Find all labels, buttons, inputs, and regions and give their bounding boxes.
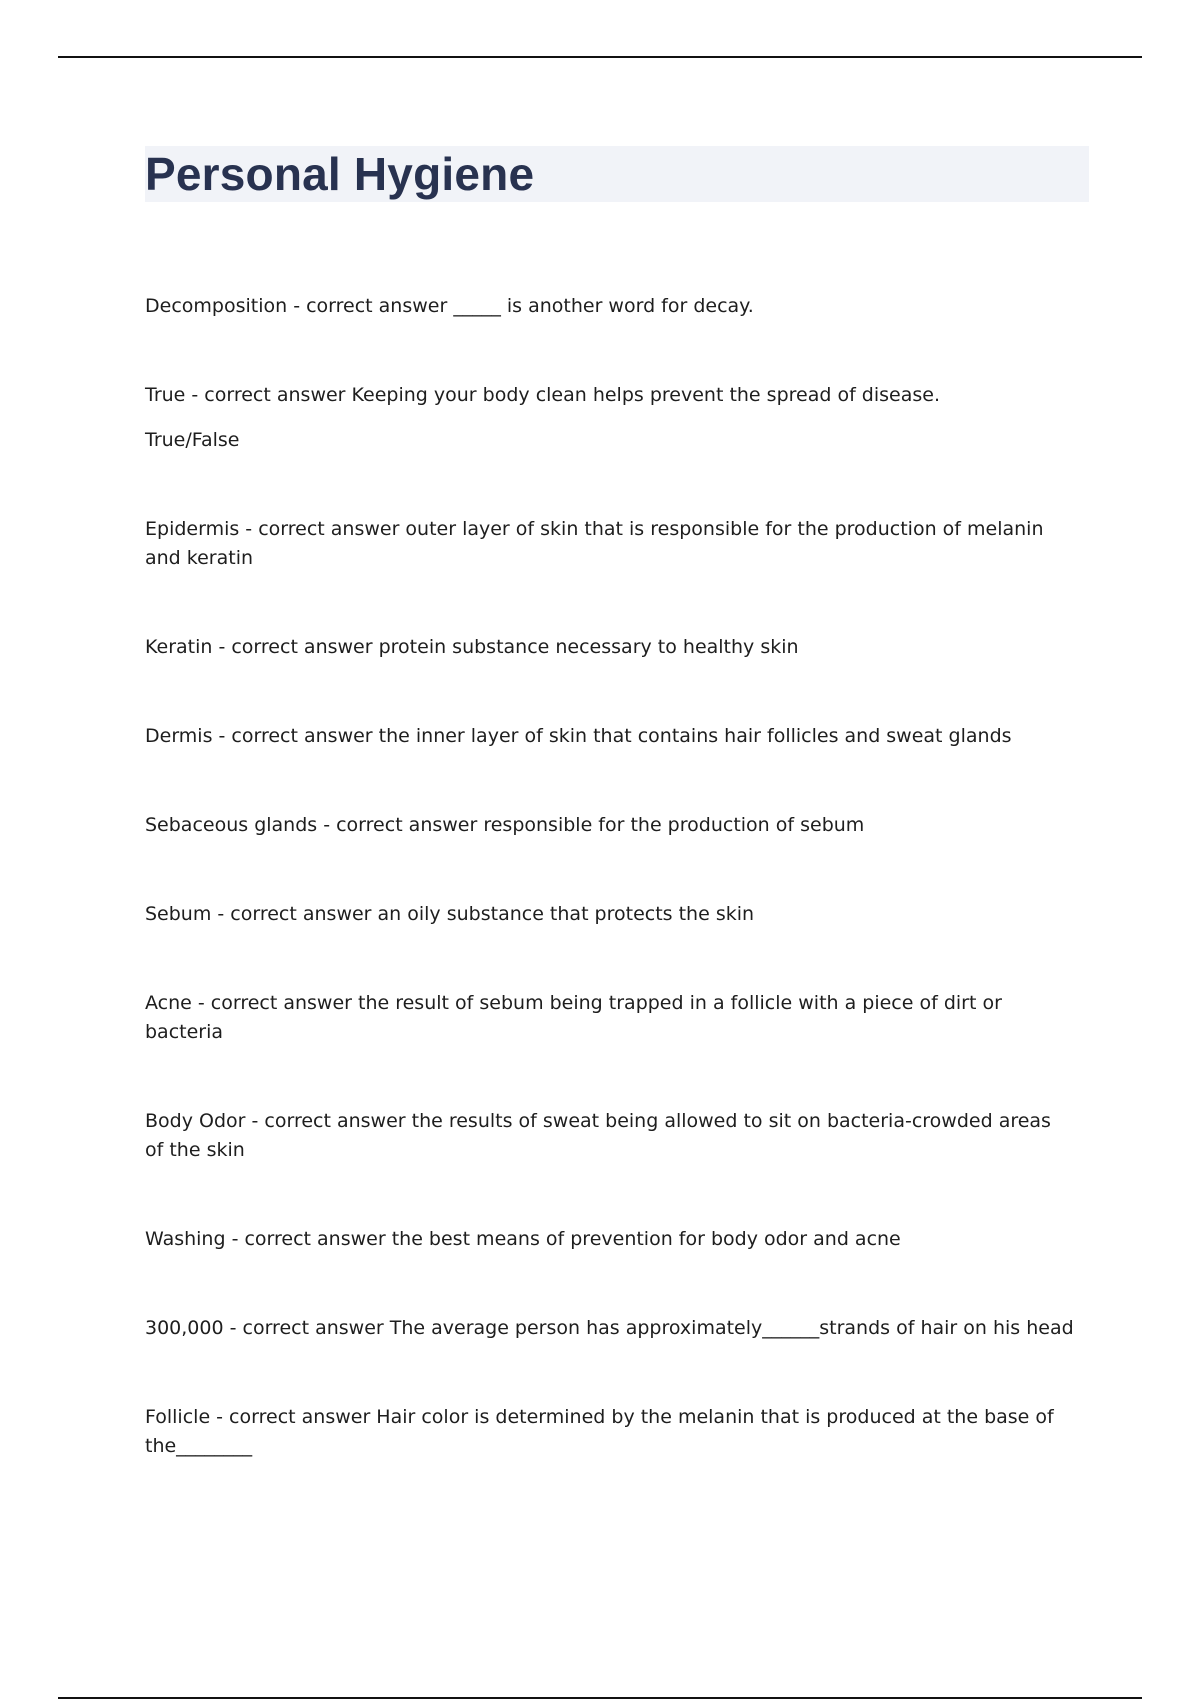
flashcard (145, 1107, 1075, 1165)
flashcard (145, 989, 1075, 1047)
flashcard-text: Sebum - correct answer an oily substance that protects the skin (145, 903, 755, 925)
flashcard (145, 292, 1075, 321)
flashcard (145, 1403, 1075, 1461)
flashcard (145, 381, 1075, 455)
flashcard-text: True - correct answer Keeping your body clean helps prevent the spread of disease. (145, 384, 941, 406)
flashcard-text: Epidermis - correct answer outer layer of skin that is responsible for the production of melanin and keratin (145, 518, 1044, 569)
flashcard-text: Dermis - correct answer the inner layer of skin that contains hair follicles and sweat glands (145, 725, 1012, 747)
flashcard-text: Decomposition - correct answer _____ is another word for decay. (145, 295, 754, 317)
flashcard-text: Washing - correct answer the best means of prevention for body odor and acne (145, 1228, 901, 1250)
top-divider (58, 56, 1142, 58)
flashcard-text: Acne - correct answer the result of sebum being trapped in a follicle with a piece of dirt or bacteria (145, 992, 1002, 1043)
flashcard (145, 515, 1075, 573)
bottom-divider (58, 1697, 1142, 1699)
flashcard-text: True/False (145, 429, 240, 451)
flashcard (145, 1314, 1075, 1343)
flashcard (145, 1225, 1075, 1254)
page-title: Personal Hygiene (145, 148, 535, 200)
flashcard-text: Keratin - correct answer protein substance necessary to healthy skin (145, 636, 799, 658)
flashcard-text: 300,000 - correct answer The average person has approximately______strands of hair on his head (145, 1317, 1074, 1339)
flashcard-text: Follicle - correct answer Hair color is determined by the melanin that is produced at the base of the________ (145, 1406, 1054, 1457)
flashcard-list (145, 292, 1075, 1521)
flashcard (145, 722, 1075, 751)
flashcard-text: Sebaceous glands - correct answer responsible for the production of sebum (145, 814, 865, 836)
flashcard (145, 811, 1075, 840)
flashcard-text: Body Odor - correct answer the results of sweat being allowed to sit on bacteria-crowded areas of the skin (145, 1110, 1051, 1161)
flashcard (145, 633, 1075, 662)
flashcard (145, 900, 1075, 929)
